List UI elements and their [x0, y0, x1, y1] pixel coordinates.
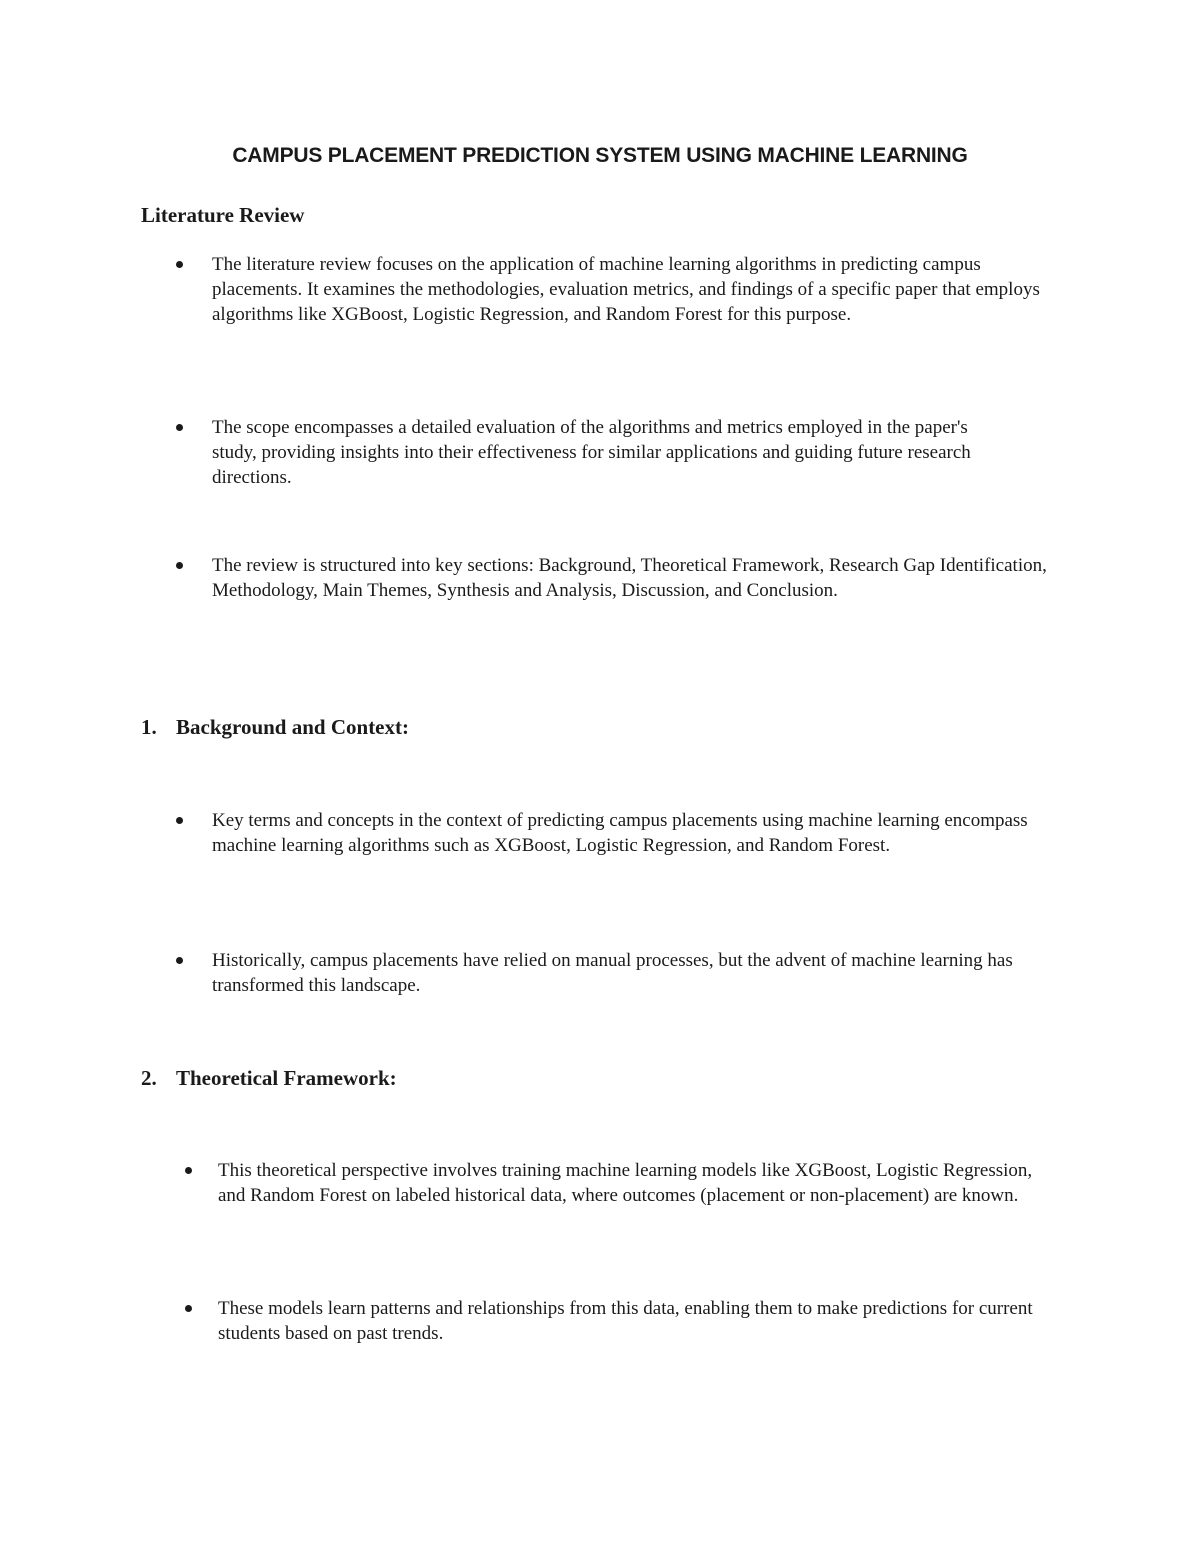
- bullet-text: Key terms and concepts in the context of predicting campus placements using machine learning encompass machine learning algorithms such as XGBoost, Logistic Regression, and Random Forest.: [212, 810, 1028, 856]
- literature-review-heading: Literature Review: [141, 203, 305, 227]
- bullet-text: The review is structured into key sections: Background, Theoretical Framework, Research Gap Identification, Methodology, Main Themes, Synthesis and Analysis, Discussion, and Conclusion.: [212, 555, 1047, 601]
- bullet-text: These models learn patterns and relationships from this data, enabling them to make predictions for current students based on past trends.: [218, 1298, 1033, 1344]
- bullet-text: Historically, campus placements have relied on manual processes, but the advent of machine learning has transformed this landscape.: [212, 950, 1013, 996]
- bullet-icon: [185, 1167, 192, 1174]
- background-bullet-2: [212, 948, 1032, 998]
- bullet-icon: [176, 562, 183, 569]
- bullet-icon: [185, 1305, 192, 1312]
- section-heading-theoretical-framework: [141, 1066, 397, 1091]
- section-number: 2.: [141, 1066, 157, 1090]
- section-number: 1.: [141, 715, 157, 739]
- theoretical-framework-bullet-2: [218, 1296, 1063, 1346]
- bullet-text: This theoretical perspective involves training machine learning models like XGBoost, Logistic Regression, and Random Forest on labeled historical data, where outcomes (placement or non-placement) are known.: [218, 1160, 1033, 1206]
- document-title: CAMPUS PLACEMENT PREDICTION SYSTEM USING MACHINE LEARNING: [232, 144, 968, 167]
- section-title: Theoretical Framework:: [176, 1066, 397, 1090]
- bullet-icon: [176, 261, 183, 268]
- literature-review-bullet-2: [212, 415, 1012, 490]
- theoretical-framework-bullet-1: [218, 1158, 1048, 1208]
- bullet-icon: [176, 817, 183, 824]
- background-bullet-1: [212, 808, 1052, 858]
- bullet-text: The scope encompasses a detailed evaluation of the algorithms and metrics employed in the paper's study, providing insights into their effectiveness for similar applications and guiding future research directions.: [212, 417, 971, 488]
- bullet-icon: [176, 957, 183, 964]
- section-heading-background: [141, 715, 409, 740]
- literature-review-bullet-1: [212, 252, 1062, 327]
- bullet-text: The literature review focuses on the application of machine learning algorithms in predicting campus placements. It examines the methodologies, evaluation metrics, and findings of a specific paper that employs algorithms like XGBoost, Logistic Regression, and Random Forest for this purpose.: [212, 254, 1040, 325]
- bullet-icon: [176, 424, 183, 431]
- section-title: Background and Context:: [176, 715, 409, 739]
- literature-review-bullet-3: [212, 553, 1060, 603]
